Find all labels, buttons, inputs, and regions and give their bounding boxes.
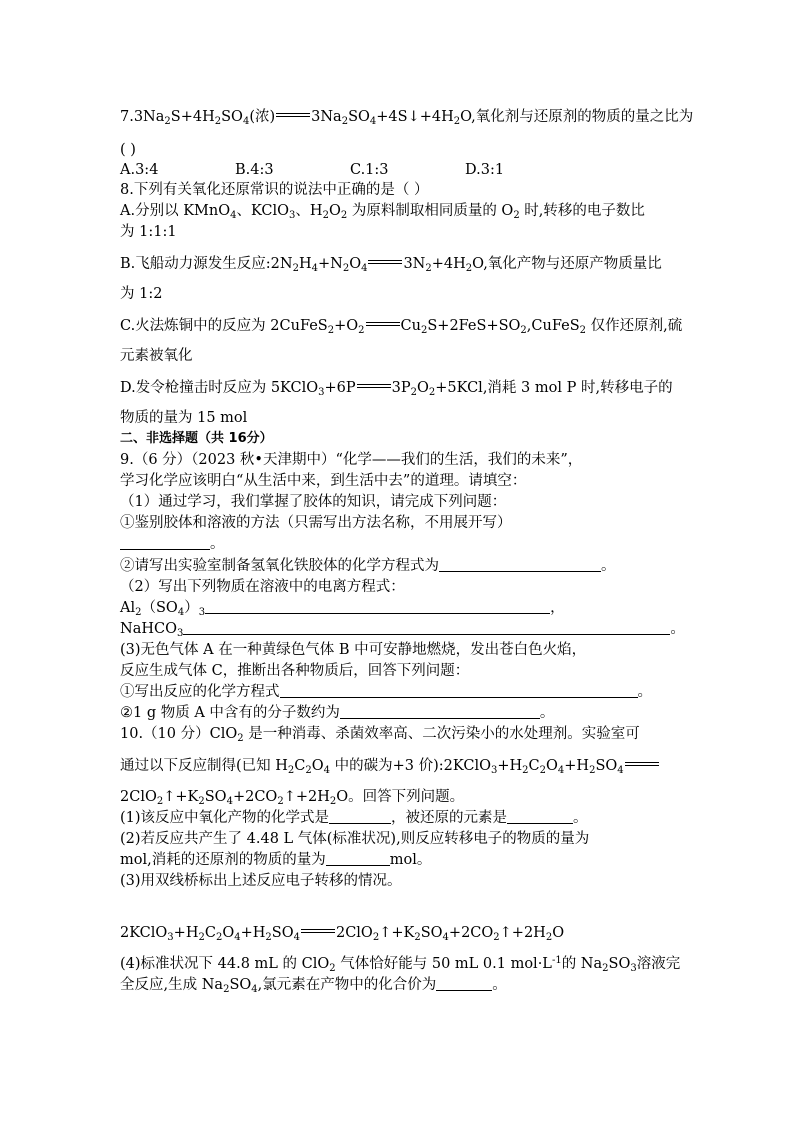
q10-part2: (2)若反应共产生了 4.48 L 气体(标准状况),则反应转移电子的物质的量为 <box>120 831 590 847</box>
q8-option-c: C.火法炼铜中的反应为 $2CuFeS_2+O_2$ $Cu_2S+2FeS+SO_2,CuFeS_2$ 仅作还原剂,硫 <box>120 318 683 336</box>
q9-nahco3: NaHCO$_3$ 。 <box>120 621 685 639</box>
q10-part1: (1)该反应中氧化产物的化学式是 ，被还原的元素是 。 <box>120 810 588 826</box>
q8-option-b: B.飞船动力源发生反应$:2N_2H_4+N_2O_4$ $3N_2+4H_2O$,氧化产物与还原产物质量比 <box>120 256 662 274</box>
q8-stem: 8.下列有关氧化还原常识的说法中正确的是（ ） <box>120 182 429 198</box>
q9-part3-sub1: ①写出反应的化学方程式 。 <box>120 684 652 700</box>
q8-option-c-cont: 元素被氧化 <box>120 348 193 364</box>
option-c: C.1:3 <box>350 162 389 178</box>
q9-line1: 9.（6 分）（2023 秋•天津期中）“化学——我们的生活，我们的未来”， <box>120 452 583 468</box>
q8-option-a-cont: 为 1:1:1 <box>120 224 177 240</box>
equals-sign <box>276 113 310 117</box>
answer-blank[interactable] <box>329 810 391 824</box>
answer-blank[interactable] <box>436 977 492 991</box>
q9-line2: 学习化学应该明白“从生活中来，到生活中去”的道理。请填空： <box>120 473 527 489</box>
q10-part3: (3)用双线桥标出上述反应电子转移的情况。 <box>120 873 402 889</box>
answer-blank[interactable] <box>205 600 550 614</box>
q10-line1: 10.（10 分）ClO$_2$ 是一种消毒、杀菌效率高、二次污染小的水处理剂。实验室可 <box>120 726 640 744</box>
q9-part3-sub2: ②1 g 物质 A 中含有的分子数约为 。 <box>120 705 555 721</box>
q10-part4-cont: 全反应,生成 $Na_2SO_4$,氯元素在产物中的化合价为 。 <box>120 977 507 995</box>
q9-part1-heading: （1）通过学习，我们掌握了胶体的知识，请完成下列问题： <box>120 494 507 510</box>
q7-answer-paren: ( ) <box>120 142 136 158</box>
option-b: B.4:3 <box>235 162 274 178</box>
q9-part3-line2: 反应生成气体 C，推断出各种物质后，回答下列问题： <box>120 663 470 679</box>
q7-line1: $7.3Na_2S+4H_2SO_4$(浓) $3Na_2SO_4+4S↓+4H_2O$,氧化剂与还原剂的物质的量之比为 <box>120 109 694 127</box>
answer-blank[interactable] <box>120 536 210 550</box>
q10-equation: $2KClO_3+H_2C_2O_4+H_2SO_4$ $2ClO_2↑+K_2SO_4+2CO_2↑+2H_2O$ <box>120 925 565 943</box>
q9-sub1: ①鉴别胶体和溶液的方法（只需写出方法名称，不用展开写） <box>120 515 512 531</box>
equals-sign <box>368 260 402 264</box>
equals-sign <box>625 762 659 766</box>
q9-sub1-answer: 。 <box>120 535 225 553</box>
q8-option-b-cont: 为 1:2 <box>120 286 163 302</box>
q8-option-a: A.分别以 KMnO$_4$、KClO$_3$、$H_2O_2$ 为原料制取相同质量的 $O_2$ 时,转移的电子数比 <box>120 203 645 221</box>
q7-options <box>120 161 504 179</box>
answer-blank[interactable] <box>280 684 638 698</box>
q9-sub2: ②请写出实验室制备氢氧化铁胶体的化学方程式为 。 <box>120 558 616 574</box>
section-heading: 二、非选择题（共 16分） <box>120 431 273 446</box>
q8-option-d: D.发令枪撞击时反应为 5KClO$_3$+6P $3P_2O_2+5KCl$,消耗 3 mol P 时,转移电子的 <box>120 380 673 398</box>
q10-part4: (4)标准状况下 44.8 mL 的 ClO$_2$ 气体恰好能与 50 mL 0.1 $mol\cdot L^{-1}$的 $Na_2SO_3$溶液完 <box>120 955 681 974</box>
equals-sign <box>366 322 400 326</box>
q10-part2-cont: mol,消耗的还原剂的物质的量为 mol。 <box>120 852 432 868</box>
answer-blank[interactable] <box>340 705 540 719</box>
q10-line2: 通过以下反应制得(已知 $H_2C_2O_4$ 中的碳为+3 价)$:2KClO_3+H_2C_2O_4+H_2SO_4$ <box>120 757 660 775</box>
q10-line3: $2ClO_2↑+K_2SO_4+2CO_2↑+2H_2O$。回答下列问题。 <box>120 789 465 807</box>
answer-blank[interactable] <box>507 810 573 824</box>
answer-blank[interactable] <box>439 558 601 572</box>
q9-part3-line1: (3)无色气体 A 在一种黄绿色气体 B 中可安静地燃烧，发出苍白色火焰， <box>120 642 587 658</box>
answer-blank[interactable] <box>326 852 390 866</box>
option-d: D.3:1 <box>465 162 505 178</box>
answer-blank[interactable] <box>183 621 670 635</box>
q8-option-d-cont: 物质的量为 15 mol <box>120 410 248 426</box>
equals-sign <box>301 929 335 933</box>
option-a: A.3:4 <box>120 162 159 178</box>
q9-al2so43: $Al_2(SO_4)_3$ ， <box>120 600 565 618</box>
equals-sign <box>357 384 391 388</box>
q9-part2-heading: （2）写出下列物质在溶液中的电离方程式： <box>120 579 405 595</box>
